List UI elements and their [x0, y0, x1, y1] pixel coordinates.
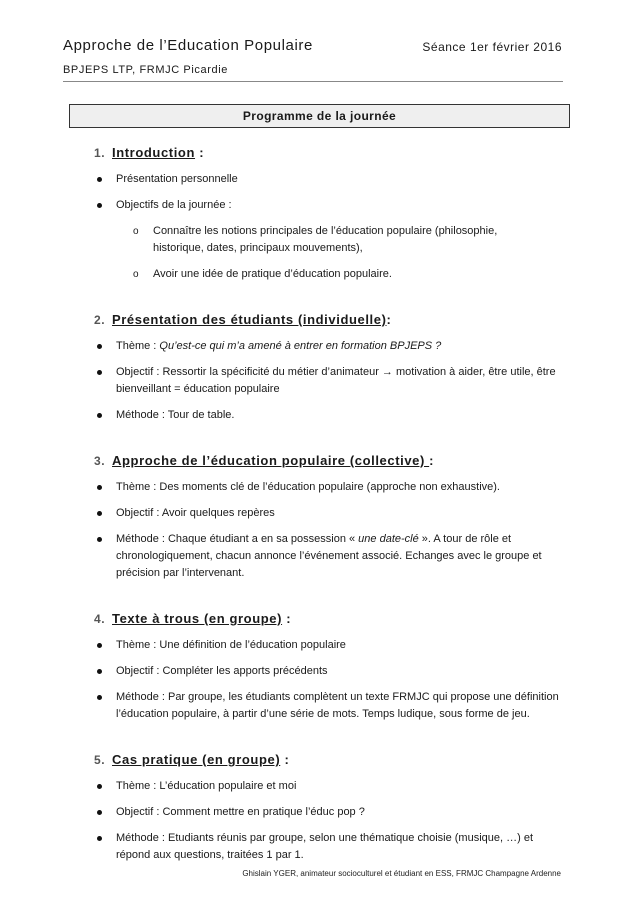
section-heading [0, 144, 639, 162]
section-presentation-etudiants [0, 311, 639, 424]
list-item [0, 804, 639, 821]
list-item [0, 479, 639, 496]
section-title: Présentation des étudiants (individuelle) [112, 312, 387, 327]
section-heading [0, 751, 639, 769]
sub-list-item-text: Connaître les notions principales de l’éducation populaire (philosophie, historique, dates, principaux mouvements), [153, 225, 498, 254]
section-title-suffix: : [282, 611, 292, 626]
section-heading [0, 452, 639, 470]
section-title-suffix: : [429, 453, 435, 468]
list-item-text: Méthode : Par groupe, les étudiants complètent un texte FRMJC qui propose une définition l’éducation populaire, à partir d’une série de mots. Temps ludique, sous forme de jeu. [116, 691, 559, 720]
section-heading [0, 610, 639, 628]
section-number: 3. [94, 454, 106, 468]
list-item-text-prefix: Méthode : Chaque étudiant a en sa possession « [116, 533, 359, 545]
section-title: Introduction [112, 145, 196, 160]
list-item-text: Thème : L’éducation populaire et moi [116, 780, 297, 792]
list-item [0, 197, 639, 214]
list-item-text: Présentation personnelle [116, 173, 238, 185]
list-item [0, 364, 639, 398]
list-item-text: Thème : Des moments clé de l’éducation populaire (approche non exhaustive). [116, 481, 500, 493]
list-item [0, 505, 639, 522]
section-cas-pratique [0, 751, 639, 864]
bullet-icon [97, 413, 102, 418]
bullet-icon [97, 485, 102, 490]
sub-list-item [0, 223, 639, 257]
bullet-icon [97, 784, 102, 789]
section-title-suffix: : [280, 752, 290, 767]
section-texte-a-trous [0, 610, 639, 723]
sub-list-item-text: Avoir une idée de pratique d’éducation populaire. [153, 268, 392, 280]
list-item-text: Méthode : Tour de table. [116, 409, 235, 421]
section-title: Cas pratique (en groupe) [112, 752, 281, 767]
section-title-suffix: : [386, 312, 392, 327]
header-subtitle: BPJEPS LTP, FRMJC Picardie [63, 64, 228, 76]
list-item-text: Objectif : Ressortir la spécificité du métier d’animateur → motivation à aider, être utile, être bienveillant = éducation populaire [116, 366, 556, 395]
bullet-icon [97, 344, 102, 349]
list-item-text: Méthode : Etudiants réunis par groupe, selon une thématique choisie (musique, …) et répond aux questions, traitées 1 par 1. [116, 832, 534, 861]
section-title-suffix: : [195, 145, 205, 160]
section-number: 2. [94, 313, 106, 327]
bullet-icon [97, 370, 102, 375]
section-title: Texte à trous (en groupe) [112, 611, 283, 626]
list-item-text: Objectif : Compléter les apports précédents [116, 665, 328, 677]
bullet-icon [97, 643, 102, 648]
list-item [0, 338, 639, 355]
list-item-text: Objectifs de la journée : [116, 199, 232, 211]
bullet-icon [97, 810, 102, 815]
list-item [0, 171, 639, 188]
list-item-text: Objectif : Avoir quelques repères [116, 507, 275, 519]
bullet-icon [97, 511, 102, 516]
list-item [0, 778, 639, 795]
list-item [0, 830, 639, 864]
list-item [0, 663, 639, 680]
list-item-text: Objectif : Comment mettre en pratique l’éduc pop ? [116, 806, 365, 818]
bullet-icon [97, 537, 102, 542]
list-item [0, 407, 639, 424]
section-number: 5. [94, 753, 106, 767]
section-title: Approche de l’éducation populaire (collective) [112, 453, 430, 468]
list-item-text: Thème : Une définition de l’éducation populaire [116, 639, 346, 651]
bullet-icon [97, 695, 102, 700]
list-item-text-suffix: ». A tour de rôle et chronologiquement, chacun annonce l’événement associé. Echanges avec le groupe et précision par l’intervenant. [116, 533, 542, 579]
bullet-icon [97, 177, 102, 182]
circle-bullet-icon: o [133, 226, 139, 237]
section-heading [0, 311, 639, 329]
programme-content [0, 130, 639, 864]
section-introduction [0, 144, 639, 283]
sub-list-item [0, 266, 639, 283]
header-date: Séance 1er février 2016 [422, 40, 562, 54]
page-footer: Ghislain YGER, animateur socioculturel et étudiant en ESS, FRMJC Champagne Ardenne [242, 869, 561, 878]
list-item-text-prefix: Thème : [116, 340, 160, 352]
list-item [0, 531, 639, 582]
bullet-icon [97, 669, 102, 674]
section-approche-education-populaire [0, 452, 639, 582]
section-number: 1. [94, 146, 106, 160]
list-item-text-italic: une date-clé [358, 533, 419, 545]
header-divider [63, 81, 563, 82]
programme-title-box: Programme de la journée [69, 104, 570, 128]
section-number: 4. [94, 612, 106, 626]
bullet-icon [97, 836, 102, 841]
list-item [0, 637, 639, 654]
list-item [0, 689, 639, 723]
header-title: Approche de l’Education Populaire [63, 37, 313, 54]
bullet-icon [97, 203, 102, 208]
list-item-text-italic: Qu’est-ce qui m’a amené à entrer en formation BPJEPS ? [159, 340, 442, 352]
circle-bullet-icon: o [133, 269, 139, 280]
